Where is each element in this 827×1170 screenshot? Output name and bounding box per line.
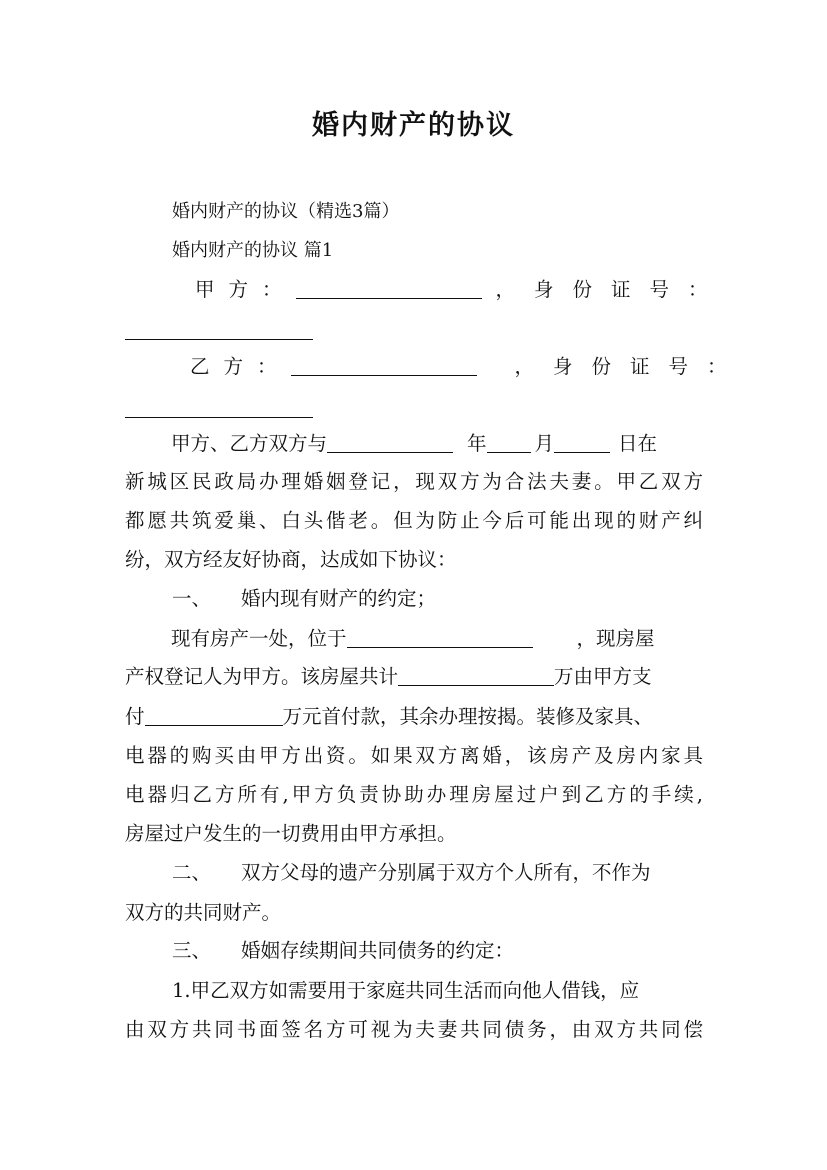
day-label: 日在 bbox=[618, 432, 658, 455]
section-heading: 婚内财产的协议 篇1 bbox=[172, 240, 334, 261]
para1-line3: 都愿共筑爱巢、白头偕老。但为防止今后可能出现的财产纠 bbox=[125, 509, 703, 532]
party-b-line bbox=[190, 354, 746, 379]
item2-number: 二、 bbox=[172, 861, 212, 884]
item3 bbox=[172, 938, 750, 963]
item2-text: 双方父母的遗产分别属于双方个人所有，不作为 bbox=[241, 861, 651, 884]
party-b-id-blank[interactable] bbox=[125, 398, 313, 418]
property-line1 bbox=[125, 626, 703, 651]
party-b-id-label: ，身份证号： bbox=[514, 355, 746, 378]
party-a-id-line bbox=[125, 318, 703, 343]
para1-line4: 纷，双方经友好协商，达成如下协议： bbox=[125, 548, 457, 571]
property-line5: 电器归乙方所有,甲方负责协助办理房屋过户到乙方的手续, bbox=[125, 783, 703, 806]
item2-cont: 双方的共同财产。 bbox=[125, 901, 282, 924]
document-title: 婚内财产的协议 bbox=[312, 110, 515, 141]
party-a-name-blank[interactable] bbox=[296, 279, 482, 299]
down-payment-blank[interactable] bbox=[145, 706, 283, 726]
property-location-blank[interactable] bbox=[347, 628, 533, 648]
property-text-a: 现有房产一处，位于 bbox=[171, 627, 347, 650]
item3-text: 婚姻存续期间共同债务的约定： bbox=[241, 939, 515, 962]
property-text-b: ，现房屋 bbox=[576, 627, 655, 650]
month-label: 月 bbox=[534, 432, 555, 455]
party-a-label: 甲方： bbox=[195, 278, 296, 301]
debt-line2: 由双方共同书面签名方可视为夫妻共同债务，由双方共同偿 bbox=[125, 1018, 703, 1041]
debt-line1: 1.甲乙双方如需要用于家庭共同生活而向他人借钱，应 bbox=[172, 979, 640, 1002]
party-a-line bbox=[195, 277, 727, 302]
item2 bbox=[172, 860, 703, 885]
item1-number: 一、 bbox=[172, 587, 212, 610]
party-a-id-label: ，身份证号： bbox=[495, 278, 727, 301]
para1-text-a: 甲方、乙方双方与 bbox=[171, 432, 328, 455]
property-line2 bbox=[125, 664, 703, 689]
day-blank[interactable] bbox=[554, 433, 610, 453]
item1-text: 婚内现有财产的约定； bbox=[241, 587, 437, 610]
party-b-name-blank[interactable] bbox=[291, 356, 477, 376]
party-b-label: 乙方： bbox=[190, 355, 291, 378]
item1 bbox=[172, 586, 750, 611]
date-register-blank[interactable] bbox=[327, 433, 453, 453]
party-a-id-blank[interactable] bbox=[125, 320, 313, 340]
property-line6: 房屋过户发生的一切费用由甲方承担。 bbox=[125, 822, 457, 845]
item3-number: 三、 bbox=[172, 939, 212, 962]
property-text-e: 付 bbox=[125, 705, 145, 728]
property-line3 bbox=[125, 704, 703, 729]
para1-line2: 新城区民政局办理婚姻登记，现双方为合法夫妻。甲乙双方 bbox=[125, 470, 703, 493]
month-blank[interactable] bbox=[487, 433, 531, 453]
property-line4: 电器的购买由甲方出资。如果双方离婚，该房产及房内家具 bbox=[125, 744, 703, 767]
property-text-f: 万元首付款，其余办理按揭。装修及家具、 bbox=[282, 705, 654, 728]
subtitle: 婚内财产的协议（精选3篇） bbox=[172, 201, 400, 222]
year-label: 年 bbox=[467, 432, 487, 455]
party-b-id-line bbox=[125, 396, 703, 421]
house-total-blank[interactable] bbox=[398, 666, 554, 686]
para1-line1 bbox=[125, 431, 703, 456]
property-text-d: 万由甲方支 bbox=[554, 665, 652, 688]
property-text-c: 产权登记人为甲方。该房屋共计 bbox=[125, 665, 399, 688]
